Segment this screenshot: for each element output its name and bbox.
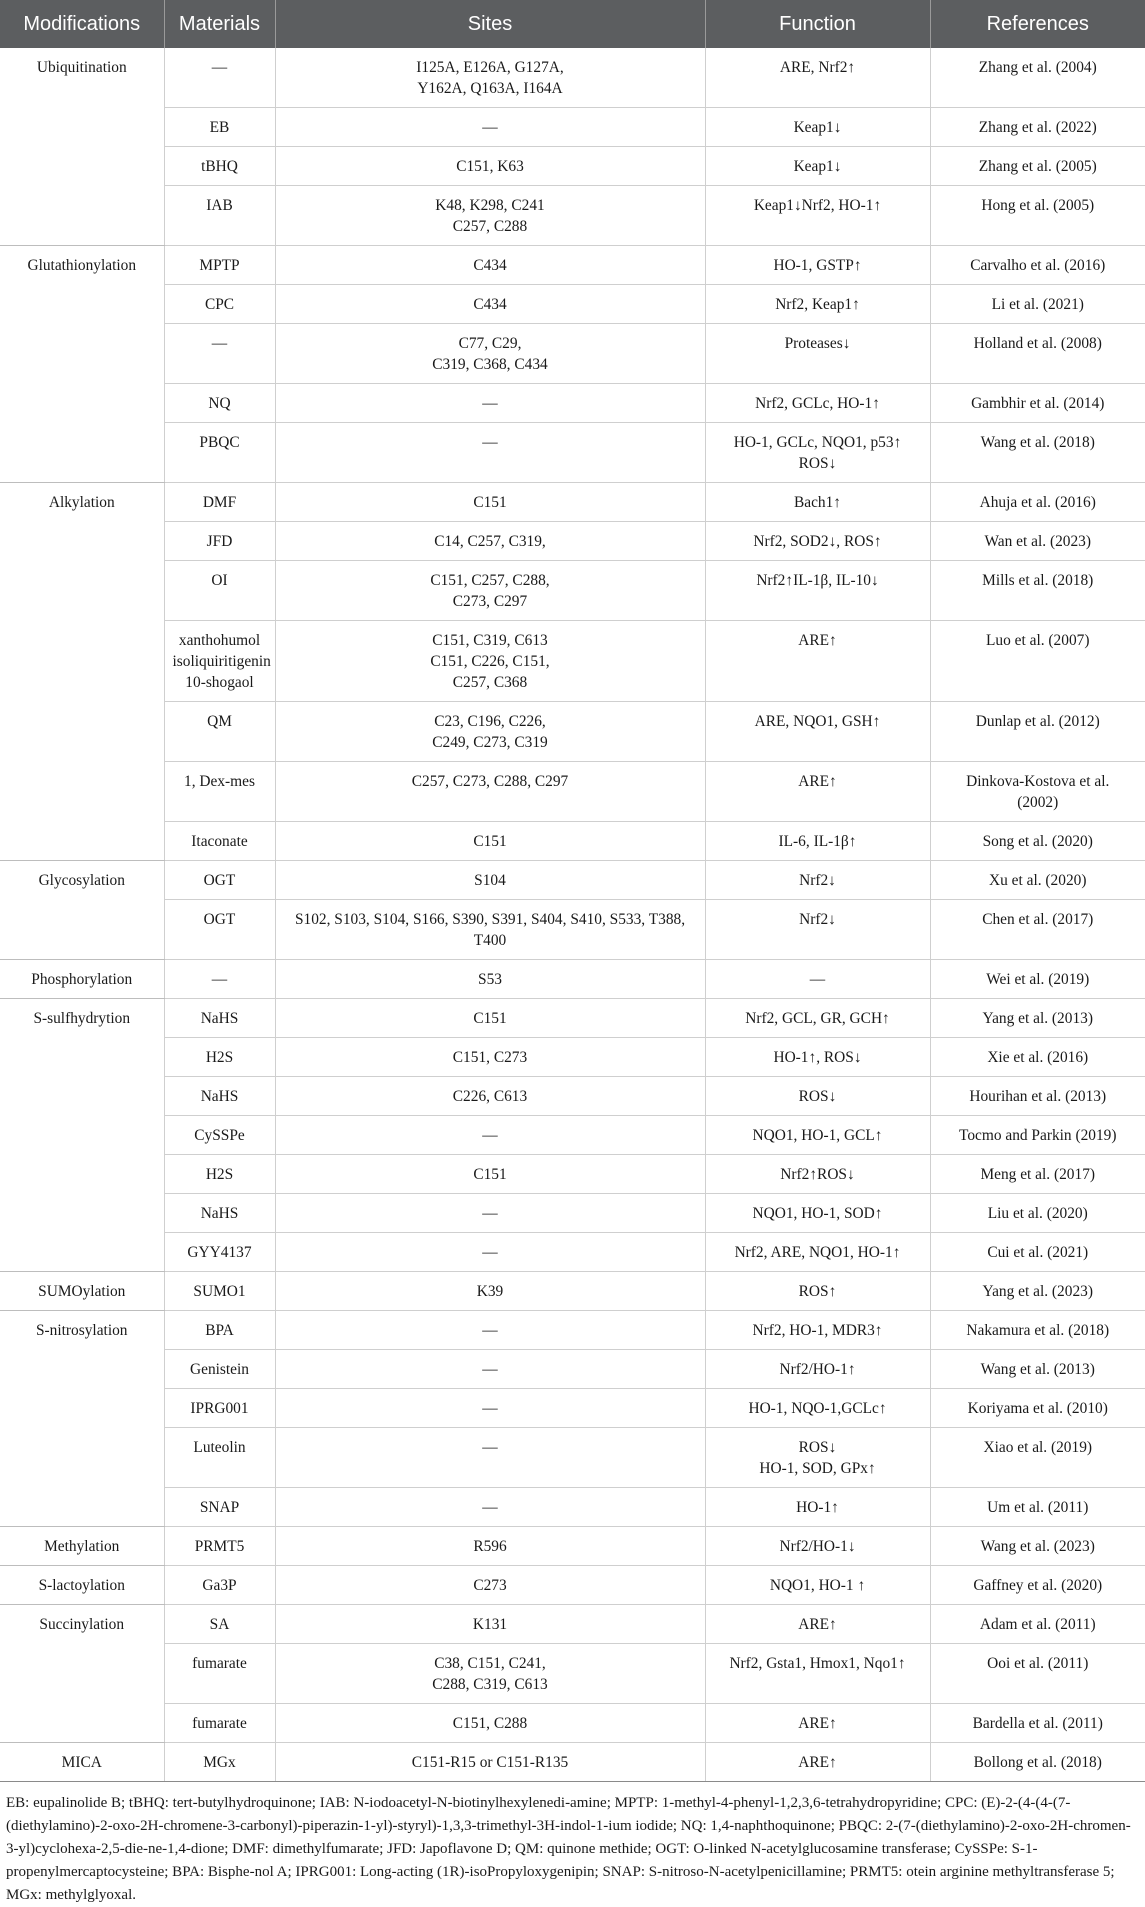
reference-cell: Wei et al. (2019) <box>930 960 1145 999</box>
reference-cell: Yang et al. (2013) <box>930 999 1145 1038</box>
function-cell: Nrf2/HO-1↓ <box>705 1527 930 1566</box>
sites-cell: C151, C257, C288, C273, C297 <box>275 561 705 621</box>
table-body <box>0 48 1145 1782</box>
function-cell: Keap1↓Nrf2, HO-1↑ <box>705 186 930 246</box>
reference-cell: Wang et al. (2018) <box>930 423 1145 483</box>
function-cell: NQO1, HO-1 ↑ <box>705 1566 930 1605</box>
reference-cell: Dinkova-Kostova et al. (2002) <box>930 762 1145 822</box>
material-cell: fumarate <box>164 1644 275 1704</box>
reference-cell: Li et al. (2021) <box>930 285 1145 324</box>
reference-cell: Zhang et al. (2005) <box>930 147 1145 186</box>
function-cell: Proteases↓ <box>705 324 930 384</box>
material-cell: IPRG001 <box>164 1389 275 1428</box>
table-row <box>0 1350 1145 1389</box>
modification-cell: Methylation <box>0 1527 164 1566</box>
sites-cell: C77, C29, C319, C368, C434 <box>275 324 705 384</box>
material-cell: SUMO1 <box>164 1272 275 1311</box>
function-cell: Nrf2, GCLc, HO-1↑ <box>705 384 930 423</box>
sites-cell: — <box>275 1116 705 1155</box>
reference-cell: Yang et al. (2023) <box>930 1272 1145 1311</box>
material-cell: SNAP <box>164 1488 275 1527</box>
material-cell: NaHS <box>164 1077 275 1116</box>
sites-cell: — <box>275 384 705 423</box>
function-cell: Nrf2↑ROS↓ <box>705 1155 930 1194</box>
material-cell: — <box>164 48 275 108</box>
table-header <box>0 0 1145 48</box>
sites-cell: C23, C196, C226, C249, C273, C319 <box>275 702 705 762</box>
reference-cell: Wan et al. (2023) <box>930 522 1145 561</box>
reference-cell: Xiao et al. (2019) <box>930 1428 1145 1488</box>
modification-cell: Ubiquitination <box>0 48 164 246</box>
material-cell: tBHQ <box>164 147 275 186</box>
table-row <box>0 1272 1145 1311</box>
material-cell: DMF <box>164 483 275 522</box>
modification-cell: S-nitrosylation <box>0 1311 164 1527</box>
modification-cell: SUMOylation <box>0 1272 164 1311</box>
reference-cell: Xu et al. (2020) <box>930 861 1145 900</box>
reference-cell: Xie et al. (2016) <box>930 1038 1145 1077</box>
sites-cell: C151 <box>275 999 705 1038</box>
table-row <box>0 483 1145 522</box>
modification-cell: Phosphorylation <box>0 960 164 999</box>
material-cell: 1, Dex-mes <box>164 762 275 822</box>
material-cell: MGx <box>164 1743 275 1782</box>
table-row <box>0 1038 1145 1077</box>
table-row <box>0 960 1145 999</box>
table-row <box>0 762 1145 822</box>
table-row <box>0 324 1145 384</box>
header-materials: Materials <box>164 0 275 48</box>
sites-cell: — <box>275 1311 705 1350</box>
table-row <box>0 1311 1145 1350</box>
table-row <box>0 522 1145 561</box>
reference-cell: Chen et al. (2017) <box>930 900 1145 960</box>
function-cell: ARE, NQO1, GSH↑ <box>705 702 930 762</box>
sites-cell: — <box>275 423 705 483</box>
reference-cell: Luo et al. (2007) <box>930 621 1145 702</box>
reference-cell: Zhang et al. (2022) <box>930 108 1145 147</box>
material-cell: Luteolin <box>164 1428 275 1488</box>
table-row <box>0 1077 1145 1116</box>
reference-cell: Gaffney et al. (2020) <box>930 1566 1145 1605</box>
material-cell: OGT <box>164 861 275 900</box>
sites-cell: C151 <box>275 1155 705 1194</box>
table-row <box>0 861 1145 900</box>
sites-cell: C151, C288 <box>275 1704 705 1743</box>
function-cell: ARE↑ <box>705 762 930 822</box>
sites-cell: — <box>275 108 705 147</box>
function-cell: Nrf2↓ <box>705 900 930 960</box>
header-references: References <box>930 0 1145 48</box>
reference-cell: Holland et al. (2008) <box>930 324 1145 384</box>
reference-cell: Tocmo and Parkin (2019) <box>930 1116 1145 1155</box>
table-row <box>0 108 1145 147</box>
function-cell: Nrf2, SOD2↓, ROS↑ <box>705 522 930 561</box>
sites-cell: K131 <box>275 1605 705 1644</box>
material-cell: Itaconate <box>164 822 275 861</box>
function-cell: NQO1, HO-1, SOD↑ <box>705 1194 930 1233</box>
modification-cell: Alkylation <box>0 483 164 861</box>
material-cell: OGT <box>164 900 275 960</box>
sites-cell: C434 <box>275 246 705 285</box>
reference-cell: Bollong et al. (2018) <box>930 1743 1145 1782</box>
table-row <box>0 1116 1145 1155</box>
table-row <box>0 702 1145 762</box>
function-cell: ARE↑ <box>705 1704 930 1743</box>
material-cell: Genistein <box>164 1350 275 1389</box>
table-row <box>0 1194 1145 1233</box>
table-row <box>0 1389 1145 1428</box>
sites-cell: R596 <box>275 1527 705 1566</box>
modification-cell: S-sulfhydrytion <box>0 999 164 1272</box>
table-row <box>0 285 1145 324</box>
material-cell: fumarate <box>164 1704 275 1743</box>
reference-cell: Hourihan et al. (2013) <box>930 1077 1145 1116</box>
reference-cell: Liu et al. (2020) <box>930 1194 1145 1233</box>
sites-cell: C226, C613 <box>275 1077 705 1116</box>
material-cell: CySSPe <box>164 1116 275 1155</box>
sites-cell: — <box>275 1389 705 1428</box>
table-row <box>0 1644 1145 1704</box>
material-cell: PRMT5 <box>164 1527 275 1566</box>
table-row <box>0 1155 1145 1194</box>
material-cell: GYY4137 <box>164 1233 275 1272</box>
reference-cell: Wang et al. (2013) <box>930 1350 1145 1389</box>
reference-cell: Nakamura et al. (2018) <box>930 1311 1145 1350</box>
function-cell: Nrf2, Keap1↑ <box>705 285 930 324</box>
reference-cell: Ahuja et al. (2016) <box>930 483 1145 522</box>
material-cell: — <box>164 960 275 999</box>
function-cell: ARE↑ <box>705 1605 930 1644</box>
table-row <box>0 999 1145 1038</box>
reference-cell: Hong et al. (2005) <box>930 186 1145 246</box>
material-cell: PBQC <box>164 423 275 483</box>
sites-cell: C434 <box>275 285 705 324</box>
reference-cell: Koriyama et al. (2010) <box>930 1389 1145 1428</box>
sites-cell: C151-R15 or C151-R135 <box>275 1743 705 1782</box>
sites-cell: C38, C151, C241, C288, C319, C613 <box>275 1644 705 1704</box>
table-row <box>0 1743 1145 1782</box>
sites-cell: — <box>275 1488 705 1527</box>
sites-cell: K48, K298, C241 C257, C288 <box>275 186 705 246</box>
header-function: Function <box>705 0 930 48</box>
function-cell: ROS↑ <box>705 1272 930 1311</box>
sites-cell: C151, C319, C613 C151, C226, C151, C257, C368 <box>275 621 705 702</box>
function-cell: Bach1↑ <box>705 483 930 522</box>
function-cell: Keap1↓ <box>705 147 930 186</box>
sites-cell: C151 <box>275 483 705 522</box>
material-cell: BPA <box>164 1311 275 1350</box>
reference-cell: Zhang et al. (2004) <box>930 48 1145 108</box>
sites-cell: C14, C257, C319, <box>275 522 705 561</box>
table-row <box>0 621 1145 702</box>
material-cell: IAB <box>164 186 275 246</box>
reference-cell: Gambhir et al. (2014) <box>930 384 1145 423</box>
function-cell: HO-1, GSTP↑ <box>705 246 930 285</box>
modification-cell: S-lactoylation <box>0 1566 164 1605</box>
material-cell: SA <box>164 1605 275 1644</box>
sites-cell: S53 <box>275 960 705 999</box>
function-cell: Keap1↓ <box>705 108 930 147</box>
function-cell: — <box>705 960 930 999</box>
sites-cell: S102, S103, S104, S166, S390, S391, S404, S410, S533, T388, T400 <box>275 900 705 960</box>
table-row <box>0 384 1145 423</box>
reference-cell: Ooi et al. (2011) <box>930 1644 1145 1704</box>
table-row <box>0 1428 1145 1488</box>
function-cell: Nrf2↓ <box>705 861 930 900</box>
function-cell: Nrf2/HO-1↑ <box>705 1350 930 1389</box>
function-cell: HO-1↑ <box>705 1488 930 1527</box>
table-row <box>0 1233 1145 1272</box>
modification-cell: MICA <box>0 1743 164 1782</box>
material-cell: QM <box>164 702 275 762</box>
sites-cell: — <box>275 1428 705 1488</box>
function-cell: ARE↑ <box>705 1743 930 1782</box>
material-cell: EB <box>164 108 275 147</box>
table-row <box>0 186 1145 246</box>
sites-cell: C151, K63 <box>275 147 705 186</box>
function-cell: NQO1, HO-1, GCL↑ <box>705 1116 930 1155</box>
function-cell: ROS↓ HO-1, SOD, GPx↑ <box>705 1428 930 1488</box>
sites-cell: — <box>275 1233 705 1272</box>
table-row <box>0 561 1145 621</box>
sites-cell: C273 <box>275 1566 705 1605</box>
table-row <box>0 147 1145 186</box>
table-row <box>0 1527 1145 1566</box>
reference-cell: Adam et al. (2011) <box>930 1605 1145 1644</box>
table-row <box>0 1566 1145 1605</box>
function-cell: ARE, Nrf2↑ <box>705 48 930 108</box>
material-cell: OI <box>164 561 275 621</box>
reference-cell: Um et al. (2011) <box>930 1488 1145 1527</box>
material-cell: H2S <box>164 1155 275 1194</box>
reference-cell: Song et al. (2020) <box>930 822 1145 861</box>
sites-cell: — <box>275 1350 705 1389</box>
reference-cell: Bardella et al. (2011) <box>930 1704 1145 1743</box>
reference-cell: Dunlap et al. (2012) <box>930 702 1145 762</box>
material-cell: JFD <box>164 522 275 561</box>
table-row <box>0 900 1145 960</box>
modification-cell: Succinylation <box>0 1605 164 1743</box>
function-cell: IL-6, IL-1β↑ <box>705 822 930 861</box>
material-cell: NaHS <box>164 1194 275 1233</box>
sites-cell: C257, C273, C288, C297 <box>275 762 705 822</box>
material-cell: H2S <box>164 1038 275 1077</box>
material-cell: NQ <box>164 384 275 423</box>
header-row <box>0 0 1145 48</box>
function-cell: Nrf2, HO-1, MDR3↑ <box>705 1311 930 1350</box>
material-cell: Ga3P <box>164 1566 275 1605</box>
function-cell: HO-1, GCLc, NQO1, p53↑ ROS↓ <box>705 423 930 483</box>
sites-cell: — <box>275 1194 705 1233</box>
function-cell: Nrf2↑IL-1β, IL-10↓ <box>705 561 930 621</box>
sites-cell: C151, C273 <box>275 1038 705 1077</box>
table-row <box>0 1488 1145 1527</box>
table-row <box>0 822 1145 861</box>
table-row <box>0 1605 1145 1644</box>
sites-cell: S104 <box>275 861 705 900</box>
function-cell: ROS↓ <box>705 1077 930 1116</box>
reference-cell: Mills et al. (2018) <box>930 561 1145 621</box>
sites-cell: K39 <box>275 1272 705 1311</box>
function-cell: ARE↑ <box>705 621 930 702</box>
material-cell: CPC <box>164 285 275 324</box>
function-cell: HO-1, NQO-1,GCLc↑ <box>705 1389 930 1428</box>
reference-cell: Wang et al. (2023) <box>930 1527 1145 1566</box>
function-cell: HO-1↑, ROS↓ <box>705 1038 930 1077</box>
table-row <box>0 48 1145 108</box>
table-footnote: EB: eupalinolide B; tBHQ: tert-butylhydroquinone; IAB: N-iodoacetyl-N-biotinylhexylenedi-amine; MPTP: 1-methyl-4-phenyl-1,2,3,6-tetrahydropyridine; CPC: (E)-2-(4-(4-(7-(diethylamino)-2-oxo-2H-chromene-3-carbonyl)-piperazin-1-yl)-styryl)-1,3,3-trimethyl-3H-indol-1-ium iodide; NQ: 1,4-naphthoquinone; PBQC: 2-(7-(diethylamino)-2-oxo-2H-chromen-3-yl)cyclohexa-2,5-die-ne-1,4-dione; DMF: dimethylfumarate; JFD: Japoflavone D; QM: quinone methide; OGT: O-linked N-acetylglucosamine transferase; CySSPe: S-1-propenylmercaptocysteine; BPA: Bisphe-nol A; IPRG001: Long-acting (1R)-isoPropyloxygenipin; SNAP: S-nitroso-N-acetylpenicillamine; PRMT5: otein arginine methyltransferase 5; MGx: methylglyoxal. <box>6 1795 1131 1903</box>
modification-cell: Glutathionylation <box>0 246 164 483</box>
table-row <box>0 423 1145 483</box>
material-cell: — <box>164 324 275 384</box>
sites-cell: C151 <box>275 822 705 861</box>
reference-cell: Meng et al. (2017) <box>930 1155 1145 1194</box>
material-cell: MPTP <box>164 246 275 285</box>
table-row <box>0 1704 1145 1743</box>
function-cell: Nrf2, ARE, NQO1, HO-1↑ <box>705 1233 930 1272</box>
reference-cell: Cui et al. (2021) <box>930 1233 1145 1272</box>
material-cell: NaHS <box>164 999 275 1038</box>
function-cell: Nrf2, GCL, GR, GCH↑ <box>705 999 930 1038</box>
material-cell: xanthohumol isoliquiritigenin 10-shogaol <box>164 621 275 702</box>
header-modifications: Modifications <box>0 0 164 48</box>
header-sites: Sites <box>275 0 705 48</box>
table-row <box>0 246 1145 285</box>
modification-cell: Glycosylation <box>0 861 164 960</box>
reference-cell: Carvalho et al. (2016) <box>930 246 1145 285</box>
function-cell: Nrf2, Gsta1, Hmox1, Nqo1↑ <box>705 1644 930 1704</box>
sites-cell: I125A, E126A, G127A, Y162A, Q163A, I164A <box>275 48 705 108</box>
